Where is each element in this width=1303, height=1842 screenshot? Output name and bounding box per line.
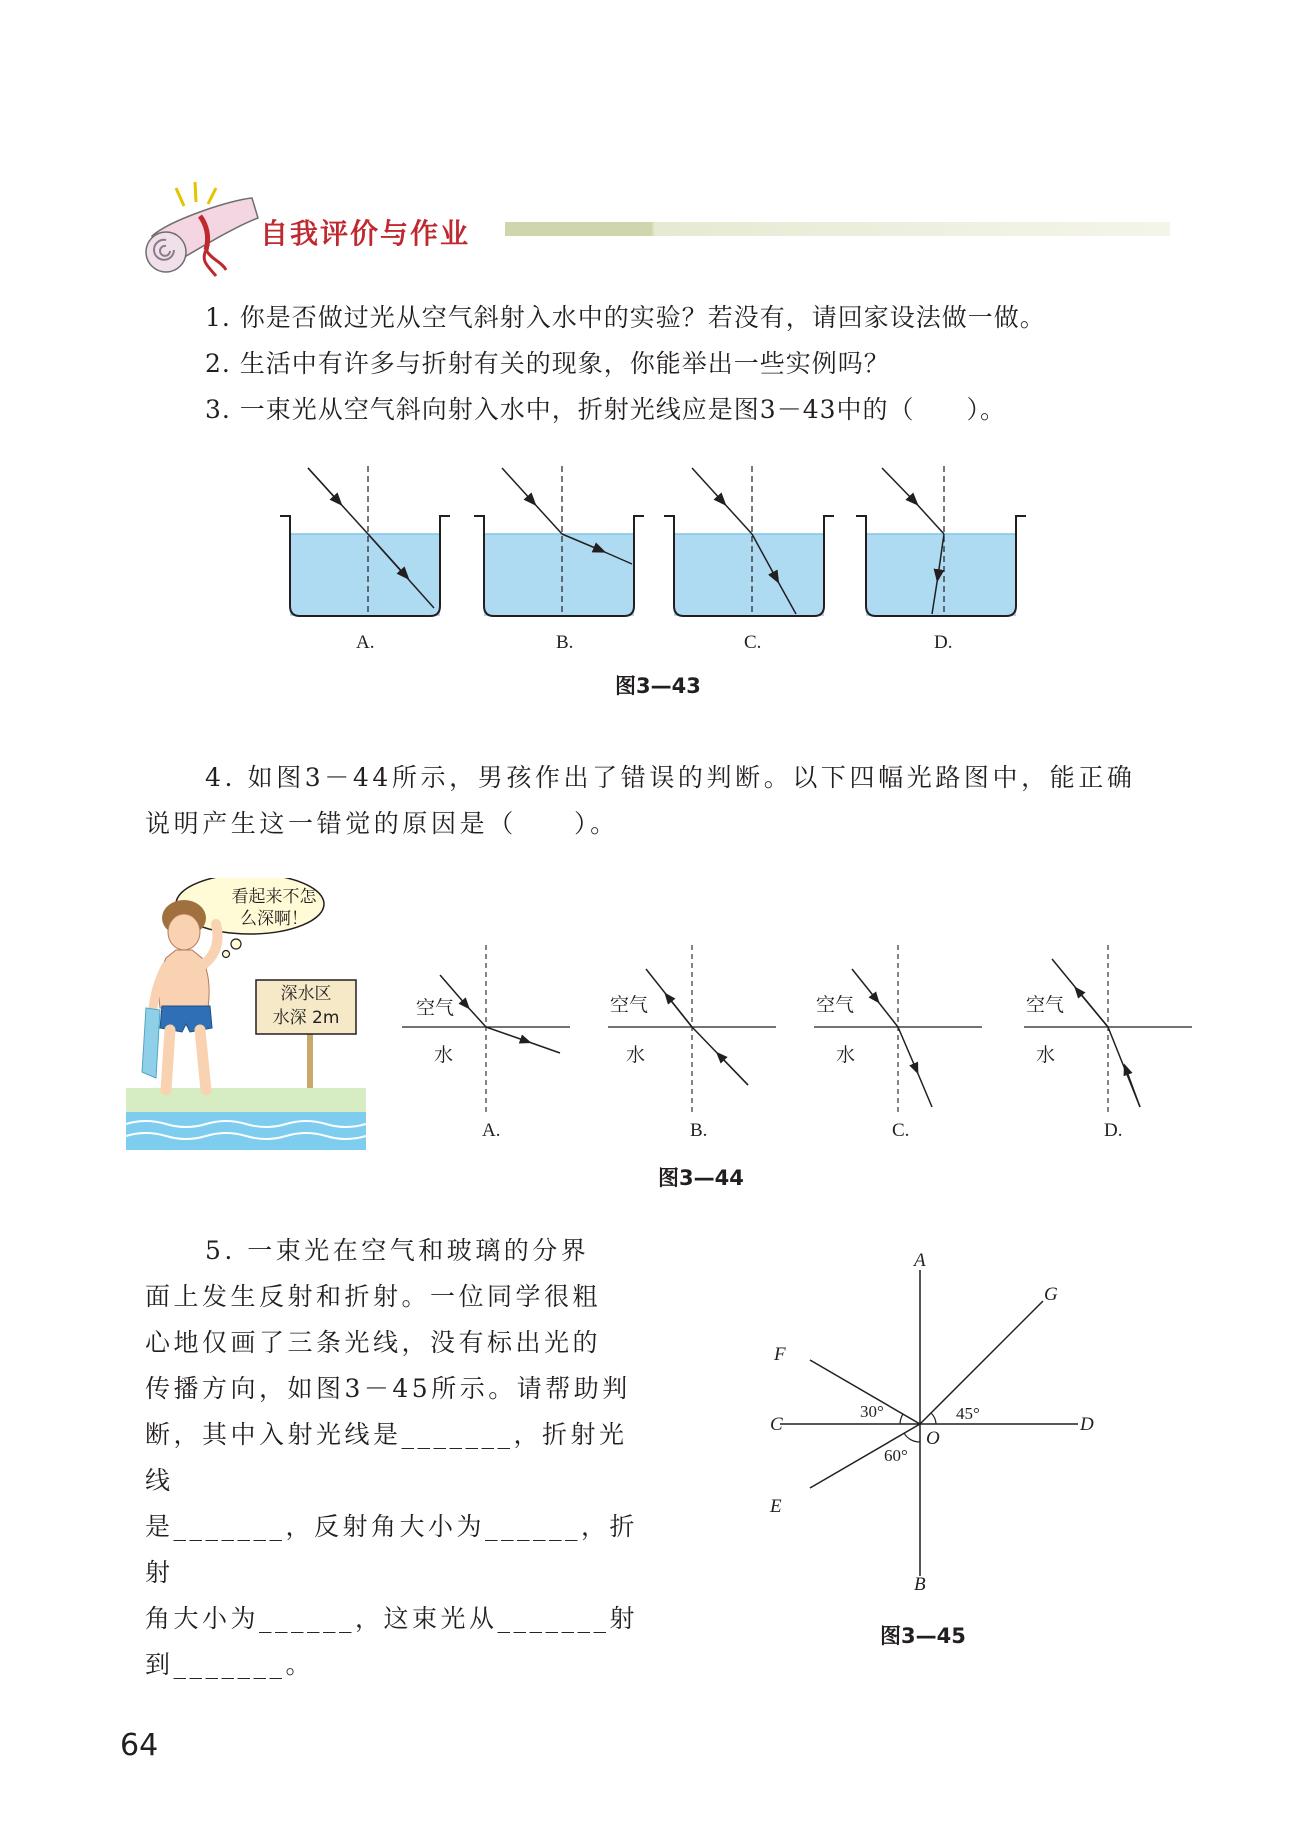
point-f: F: [774, 1344, 786, 1365]
beaker-d: [856, 466, 1026, 616]
question-5: [145, 1228, 645, 1688]
q5-line-1: 5. 一束光在空气和玻璃的分界: [205, 1236, 590, 1265]
q5-line-7: 角大小为______，这束光从_______射: [145, 1604, 639, 1633]
point-d: D: [1080, 1414, 1094, 1435]
beaker-b: [474, 466, 644, 616]
q5-line-8: 到_______。: [145, 1650, 315, 1679]
fig344-label-b: B.: [690, 1120, 708, 1141]
fig343-label-d: D.: [934, 632, 953, 653]
water-label-b: 水: [626, 1044, 646, 1066]
beaker-c: [664, 466, 834, 616]
section-title: 自我评价与作业: [260, 217, 471, 250]
water-label-a: 水: [434, 1044, 454, 1066]
scroll-icon: [140, 178, 260, 288]
path-diagram-b: [608, 945, 776, 1113]
fig343-label-b: B.: [556, 632, 574, 653]
point-b: B: [914, 1574, 926, 1595]
sign-line1: 深水区: [280, 984, 332, 1004]
bubble-line1: 看起来不怎: [231, 887, 317, 907]
point-o: O: [926, 1428, 940, 1449]
fig344-caption: 图3—44: [658, 1166, 744, 1190]
path-diagram-c: [814, 945, 982, 1113]
q5-line-2: 面上发生反射和折射。一位同学很粗: [145, 1282, 602, 1311]
fig343-caption: 图3—43: [615, 674, 701, 698]
point-c: C: [770, 1414, 783, 1435]
question-3: 3. 一束光从空气斜向射入水中，折射光线应是图3－43中的（ ）。: [205, 395, 1007, 424]
point-g: G: [1044, 1284, 1058, 1305]
fig343-label-c: C.: [744, 632, 762, 653]
path-diagram-a: [402, 945, 570, 1113]
header-bar: [505, 222, 1170, 236]
air-label-a: 空气: [416, 997, 455, 1019]
fig345-caption: 图3—45: [880, 1624, 966, 1648]
fig344-label-d: D.: [1104, 1120, 1123, 1141]
water-label-d: 水: [1036, 1044, 1056, 1066]
q5-line-6: 是_______，反射角大小为______，折射: [145, 1512, 639, 1587]
q5-line-5: 断，其中入射光线是_______，折射光线: [145, 1420, 628, 1495]
fig344-label-c: C.: [892, 1120, 910, 1141]
question-1: 1. 你是否做过光从空气斜射入水中的实验？若没有，请回家设法做一做。: [205, 303, 1046, 332]
point-a: A: [914, 1250, 926, 1271]
q5-line-3: 心地仅画了三条光线，没有标出光的: [145, 1328, 602, 1357]
angle-60: 60°: [884, 1446, 908, 1465]
figure-3-43: [270, 458, 1040, 658]
q5-line-4: 传播方向，如图3－45所示。请帮助判: [145, 1374, 631, 1403]
depth-sign: [256, 982, 356, 1030]
question-2: 2. 生活中有许多与折射有关的现象，你能举出一些实例吗？: [205, 349, 890, 378]
path-diagram-d: [1024, 945, 1192, 1113]
sign-line2: 水深 2m: [272, 1008, 340, 1028]
water-label-c: 水: [836, 1044, 856, 1066]
air-label-d: 空气: [1026, 994, 1065, 1016]
question-4-line2: 说明产生这一错觉的原因是（ ）。: [145, 809, 619, 838]
air-label-c: 空气: [816, 994, 855, 1016]
angle-30: 30°: [860, 1402, 884, 1421]
angle-45: 45°: [956, 1404, 980, 1423]
figure-3-44-paths: [400, 945, 1200, 1115]
beaker-a: [280, 466, 450, 616]
air-label-b: 空气: [610, 994, 649, 1016]
question-4-line1: 4. 如图3－44所示，男孩作出了错误的判断。以下四幅光路图中，能正确: [205, 763, 1136, 792]
bubble-line2: 么深啊！: [240, 909, 308, 929]
fig343-label-a: A.: [356, 632, 375, 653]
page-number: 64: [120, 1728, 159, 1763]
speech-bubble: [208, 886, 340, 930]
point-e: E: [770, 1496, 782, 1517]
fig344-label-a: A.: [482, 1120, 501, 1141]
